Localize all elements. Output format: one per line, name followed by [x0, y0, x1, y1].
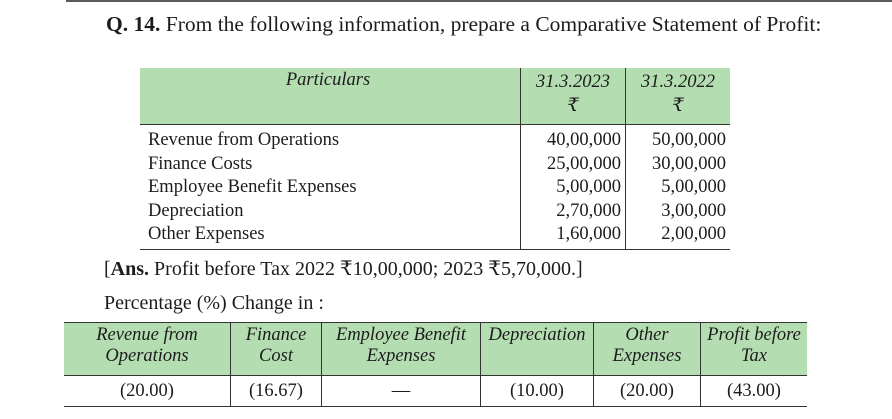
pct-value-depreciation: (10.00)	[481, 376, 594, 407]
question-number: Q. 14.	[106, 12, 161, 36]
header-year-2022	[626, 68, 731, 125]
currency-symbol: ₹	[672, 96, 684, 116]
pct-value-other-expenses: (20.00)	[594, 376, 701, 407]
header-year-2023	[521, 68, 626, 125]
answer-label: Ans.	[110, 258, 150, 280]
answer-bracket: [	[104, 258, 111, 280]
value-2023: 5,00,000	[521, 176, 626, 200]
table-row	[140, 176, 730, 200]
value-2022: 5,00,000	[661, 177, 726, 197]
pct-header-row	[64, 323, 807, 376]
row-label: Finance Costs	[140, 153, 521, 177]
value-2023: 40,00,000	[521, 129, 626, 153]
pct-value-employee-benefit: —	[322, 376, 481, 407]
value-2023: 2,70,000	[521, 200, 626, 224]
pct-header-finance-cost: Finance Cost	[231, 323, 322, 376]
pct-value-row	[64, 376, 807, 407]
table-header-row	[140, 68, 730, 125]
value-2022: 3,00,000	[661, 200, 726, 221]
question-body: From the following information, prepare a Comparative Statement of Profit:	[165, 12, 822, 36]
value-2022: 30,00,000	[652, 153, 726, 174]
table-row	[140, 223, 730, 249]
pct-header-profit-before-tax: Profit before Tax	[701, 323, 808, 376]
pct-value-finance-cost: (16.67)	[231, 376, 322, 407]
currency-symbol: ₹	[567, 96, 579, 116]
question-text	[68, 10, 828, 39]
answer-text: Profit before Tax 2022 ₹10,00,000; 2023 ₹5,70,000.]	[154, 258, 583, 280]
value-2023: 25,00,000	[521, 153, 626, 177]
value-2022: 2,00,000	[626, 223, 731, 249]
percentage-change-table	[64, 322, 807, 407]
header-particulars: Particulars	[140, 68, 521, 125]
row-label: Depreciation	[140, 200, 521, 224]
profit-data-table	[140, 68, 730, 250]
answer-line	[104, 256, 583, 282]
table-row	[140, 129, 730, 153]
pct-header-revenue: Revenue from Operations	[64, 323, 231, 376]
pct-header-employee-benefit: Employee Benefit Expenses	[322, 323, 481, 376]
table-row	[140, 153, 730, 177]
top-rule	[66, 0, 892, 2]
row-label: Revenue from Operations	[140, 129, 521, 153]
percentage-title: Percentage (%) Change in :	[104, 292, 324, 314]
pct-header-other-expenses: Other Expenses	[594, 323, 701, 376]
row-label: Employee Benefit Expenses	[140, 176, 521, 200]
year-2023-label: 31.3.2023	[536, 72, 610, 92]
table-row	[140, 200, 730, 224]
pct-value-revenue: (20.00)	[64, 376, 231, 407]
year-2022-label: 31.3.2022	[641, 72, 715, 92]
pct-header-depreciation: Depreciation	[481, 323, 594, 376]
value-2023: 1,60,000	[521, 223, 626, 249]
value-2022: 50,00,000	[652, 130, 726, 150]
row-label: Other Expenses	[140, 223, 521, 249]
pct-value-profit-before-tax: (43.00)	[701, 376, 808, 407]
